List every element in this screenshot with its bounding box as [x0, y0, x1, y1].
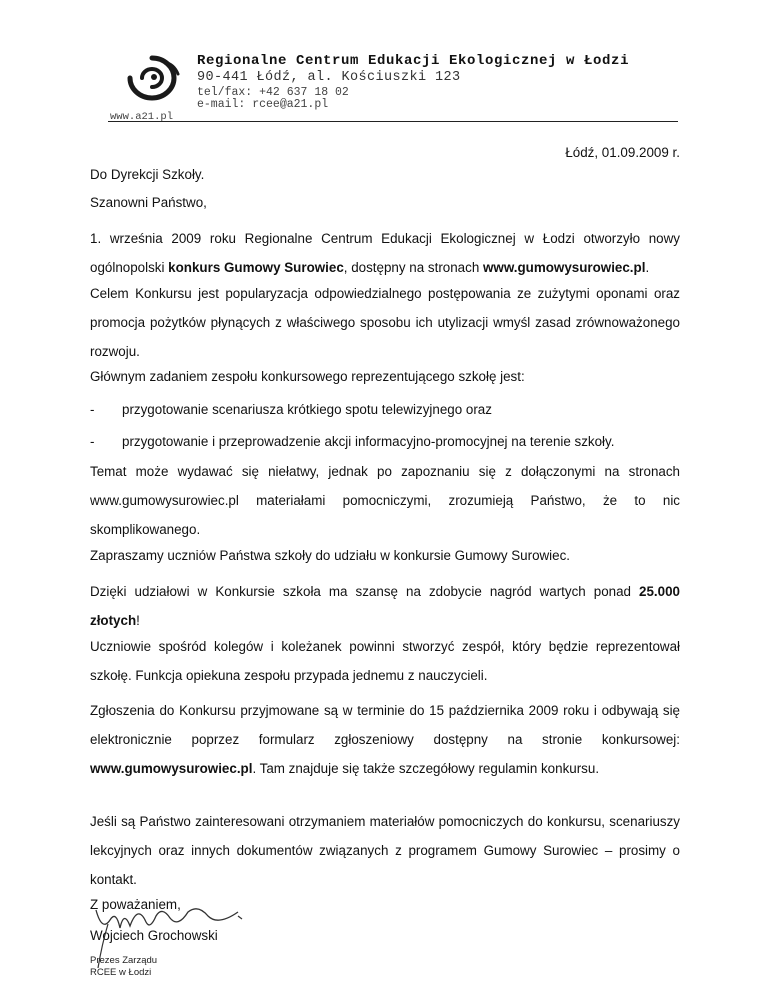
contest-name: konkurs Gumowy Surowiec	[168, 260, 344, 275]
org-address: 90-441 Łódź, al. Kościuszki 123	[197, 70, 461, 85]
prize-text-2: !	[136, 613, 140, 628]
registration-url: www.gumowysurowiec.pl	[90, 761, 253, 776]
registration-text: Zgłoszenia do Konkursu przyjmowane są w terminie do 15 października 2009 roku i odbywają się elektronicznie poprzez formularz zgłoszeniowy dostępny na stronie konkursowej:	[90, 703, 680, 747]
contest-url: www.gumowysurowiec.pl	[482, 260, 646, 275]
prize-amount: 25.000 złotych	[90, 584, 680, 628]
org-email: e-mail: rcee@a21.pl	[197, 98, 329, 111]
registration-text-2: . Tam znajduje się także szczegółowy regulamin konkursu.	[252, 761, 600, 776]
org-name: Regionalne Centrum Edukacji Ekologicznej w Łodzi	[197, 53, 630, 69]
org-phone: tel/fax: +42 637 18 02	[197, 86, 349, 99]
intro-text: 1. września 2009 roku Regionalne Centrum Edukacji Ekologicznej w Łodzi otworzyło nowy ogólnopolski	[90, 231, 680, 275]
salutation: Szanowni Państwo,	[90, 195, 207, 210]
signer-title: Prezes Zarządu	[90, 955, 158, 966]
task-item-1: przygotowanie scenariusza krótkiego spotu telewizyjnego oraz	[122, 402, 492, 417]
prize-text: Dzięki udziałowi w Konkursie szkoła ma szansę na zdobycie nagród wartych ponad	[90, 584, 640, 599]
signer-organization: RCEE w Łodzi	[90, 967, 152, 978]
paragraph-team: Uczniowie spośród kolegów i koleżanek powinni stworzyć zespół, który będzie reprezentował szkołę. Funkcja opiekuna zespołu przypada jednemu z nauczycieli.	[90, 639, 680, 683]
paragraph-intro	[90, 224, 680, 282]
org-website: www.a21.pl	[110, 111, 174, 123]
bullet-marker: -	[90, 434, 95, 449]
bullet-marker: -	[90, 402, 95, 417]
rcee-logo	[112, 50, 192, 106]
paragraph-registration	[90, 696, 680, 783]
paragraph-contact: Jeśli są Państwo zainteresowani otrzymaniem materiałów pomocniczych do konkursu, scenariuszy lekcyjnych oraz innych dokumentów związanych z programem Gumowy Surowiec – prosimy o kontakt.	[90, 814, 680, 887]
closing: Z poważaniem,	[90, 897, 181, 912]
paragraph-topic: Temat może wydawać się niełatwy, jednak po zapoznaniu się z dołączonymi na stronach www.gumowysurowiec.pl materiałami pomocniczymi, zrozumieją Państwo, że to nic skomplikowanego.	[90, 464, 680, 537]
intro-text-2: , dostępny na stronach	[343, 260, 483, 275]
addressee: Do Dyrekcji Szkoły.	[90, 167, 205, 182]
header-divider	[108, 121, 678, 122]
intro-text-3: .	[645, 260, 650, 275]
paragraph-task: Głównym zadaniem zespołu konkursowego reprezentującego szkołę jest:	[90, 369, 525, 384]
task-item-2: przygotowanie i przeprowadzenie akcji informacyjno-promocyjnej na terenie szkoły.	[122, 434, 615, 449]
paragraph-invite: Zapraszamy uczniów Państwa szkoły do udziału w konkursie Gumowy Surowiec.	[90, 548, 571, 563]
paragraph-goal: Celem Konkursu jest popularyzacja odpowiedzialnego postępowania ze zużytymi oponami oraz promocja pożytków płynących z właściwego sposobu ich utylizacji wmyśl zasad zrównoważonego rozwoju.	[90, 286, 680, 359]
letter-date: Łódź, 01.09.2009 r.	[565, 145, 680, 160]
signer-name: Wojciech Grochowski	[90, 928, 218, 943]
paragraph-prize	[90, 577, 680, 635]
